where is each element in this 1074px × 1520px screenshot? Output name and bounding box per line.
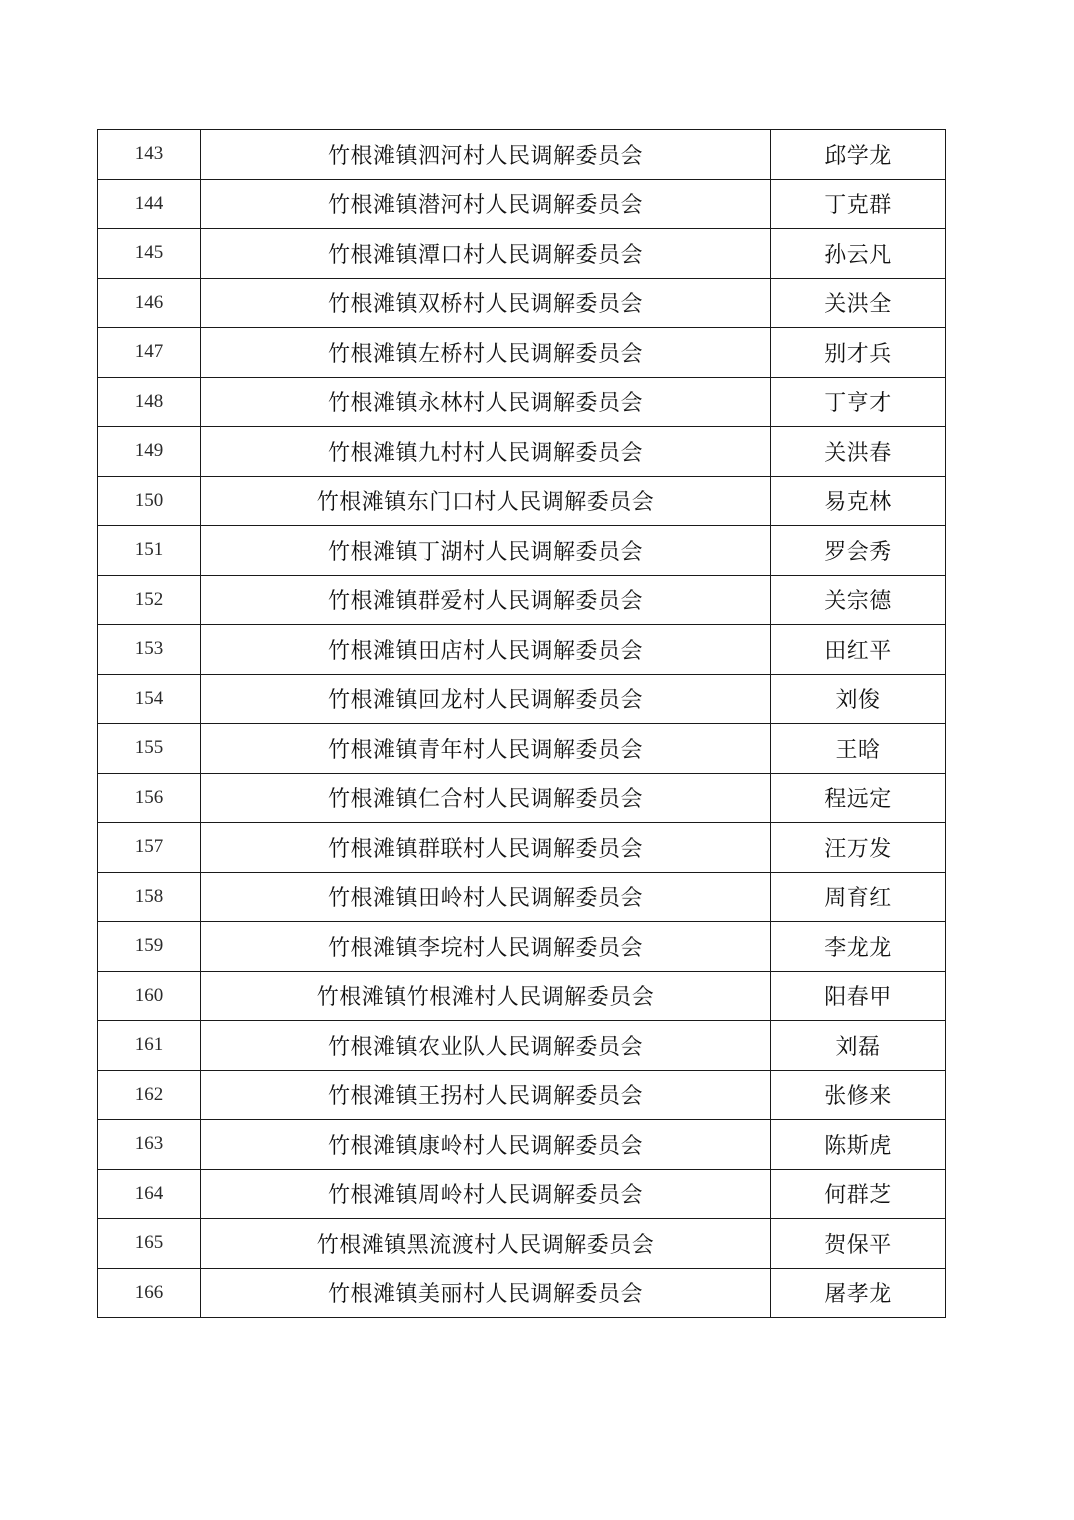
row-number-cell: 144 [98, 179, 201, 229]
mediator-name-cell: 关洪春 [771, 427, 946, 477]
row-number-cell: 156 [98, 773, 201, 823]
table-row [98, 674, 946, 724]
row-number-cell: 146 [98, 278, 201, 328]
mediator-name-cell: 丁克群 [771, 179, 946, 229]
mediator-name-cell: 别才兵 [771, 328, 946, 378]
table-row [98, 1169, 946, 1219]
row-number-cell: 157 [98, 823, 201, 873]
committee-name-cell: 竹根滩镇青年村人民调解委员会 [201, 724, 771, 774]
committee-name-cell: 竹根滩镇潭口村人民调解委员会 [201, 229, 771, 279]
row-number-cell: 148 [98, 377, 201, 427]
table-row [98, 526, 946, 576]
committee-name-cell: 竹根滩镇康岭村人民调解委员会 [201, 1120, 771, 1170]
table-row [98, 773, 946, 823]
table-row [98, 823, 946, 873]
committee-name-cell: 竹根滩镇周岭村人民调解委员会 [201, 1169, 771, 1219]
table-row [98, 377, 946, 427]
row-number-cell: 165 [98, 1219, 201, 1269]
row-number-cell: 162 [98, 1070, 201, 1120]
committee-name-cell: 竹根滩镇李垸村人民调解委员会 [201, 922, 771, 972]
row-number-cell: 158 [98, 872, 201, 922]
committee-name-cell: 竹根滩镇美丽村人民调解委员会 [201, 1268, 771, 1318]
committee-name-cell: 竹根滩镇田岭村人民调解委员会 [201, 872, 771, 922]
table-row [98, 1120, 946, 1170]
mediator-name-cell: 易克林 [771, 476, 946, 526]
committee-name-cell: 竹根滩镇仁合村人民调解委员会 [201, 773, 771, 823]
table-row [98, 1021, 946, 1071]
row-number-cell: 147 [98, 328, 201, 378]
mediator-name-cell: 孙云凡 [771, 229, 946, 279]
mediator-name-cell: 关洪全 [771, 278, 946, 328]
committee-name-cell: 竹根滩镇群爱村人民调解委员会 [201, 575, 771, 625]
table-row [98, 476, 946, 526]
row-number-cell: 159 [98, 922, 201, 972]
table-row [98, 229, 946, 279]
table-row [98, 1268, 946, 1318]
mediation-committee-table [97, 129, 946, 1318]
mediator-name-cell: 罗会秀 [771, 526, 946, 576]
committee-name-cell: 竹根滩镇双桥村人民调解委员会 [201, 278, 771, 328]
committee-name-cell: 竹根滩镇农业队人民调解委员会 [201, 1021, 771, 1071]
committee-name-cell: 竹根滩镇泗河村人民调解委员会 [201, 130, 771, 180]
table-row [98, 1219, 946, 1269]
mediator-name-cell: 贺保平 [771, 1219, 946, 1269]
mediator-name-cell: 陈斯虎 [771, 1120, 946, 1170]
table-body [98, 130, 946, 1318]
row-number-cell: 154 [98, 674, 201, 724]
table-row [98, 971, 946, 1021]
mediator-name-cell: 李龙龙 [771, 922, 946, 972]
row-number-cell: 160 [98, 971, 201, 1021]
table-row [98, 724, 946, 774]
table-row [98, 179, 946, 229]
committee-name-cell: 竹根滩镇东门口村人民调解委员会 [201, 476, 771, 526]
committee-name-cell: 竹根滩镇潜河村人民调解委员会 [201, 179, 771, 229]
row-number-cell: 143 [98, 130, 201, 180]
committee-name-cell: 竹根滩镇田店村人民调解委员会 [201, 625, 771, 675]
table-row [98, 130, 946, 180]
row-number-cell: 163 [98, 1120, 201, 1170]
row-number-cell: 155 [98, 724, 201, 774]
table-row [98, 922, 946, 972]
mediator-name-cell: 阳春甲 [771, 971, 946, 1021]
mediator-name-cell: 程远定 [771, 773, 946, 823]
row-number-cell: 152 [98, 575, 201, 625]
table-row [98, 278, 946, 328]
table-row [98, 1070, 946, 1120]
mediator-name-cell: 何群芝 [771, 1169, 946, 1219]
row-number-cell: 149 [98, 427, 201, 477]
mediator-name-cell: 关宗德 [771, 575, 946, 625]
mediator-name-cell: 周育红 [771, 872, 946, 922]
committee-name-cell: 竹根滩镇九村村人民调解委员会 [201, 427, 771, 477]
committee-name-cell: 竹根滩镇永林村人民调解委员会 [201, 377, 771, 427]
mediator-name-cell: 屠孝龙 [771, 1268, 946, 1318]
committee-name-cell: 竹根滩镇黑流渡村人民调解委员会 [201, 1219, 771, 1269]
table-row [98, 872, 946, 922]
committee-name-cell: 竹根滩镇丁湖村人民调解委员会 [201, 526, 771, 576]
mediator-name-cell: 王晗 [771, 724, 946, 774]
mediator-name-cell: 邱学龙 [771, 130, 946, 180]
row-number-cell: 164 [98, 1169, 201, 1219]
mediator-name-cell: 刘俊 [771, 674, 946, 724]
committee-name-cell: 竹根滩镇左桥村人民调解委员会 [201, 328, 771, 378]
row-number-cell: 145 [98, 229, 201, 279]
table-row [98, 427, 946, 477]
mediator-name-cell: 张修来 [771, 1070, 946, 1120]
committee-name-cell: 竹根滩镇群联村人民调解委员会 [201, 823, 771, 873]
mediator-name-cell: 丁亨才 [771, 377, 946, 427]
committee-name-cell: 竹根滩镇竹根滩村人民调解委员会 [201, 971, 771, 1021]
table-row [98, 625, 946, 675]
row-number-cell: 161 [98, 1021, 201, 1071]
committee-name-cell: 竹根滩镇回龙村人民调解委员会 [201, 674, 771, 724]
mediator-name-cell: 田红平 [771, 625, 946, 675]
row-number-cell: 150 [98, 476, 201, 526]
committee-name-cell: 竹根滩镇王拐村人民调解委员会 [201, 1070, 771, 1120]
row-number-cell: 166 [98, 1268, 201, 1318]
mediator-name-cell: 汪万发 [771, 823, 946, 873]
mediator-name-cell: 刘磊 [771, 1021, 946, 1071]
table-row [98, 575, 946, 625]
row-number-cell: 151 [98, 526, 201, 576]
table-row [98, 328, 946, 378]
row-number-cell: 153 [98, 625, 201, 675]
